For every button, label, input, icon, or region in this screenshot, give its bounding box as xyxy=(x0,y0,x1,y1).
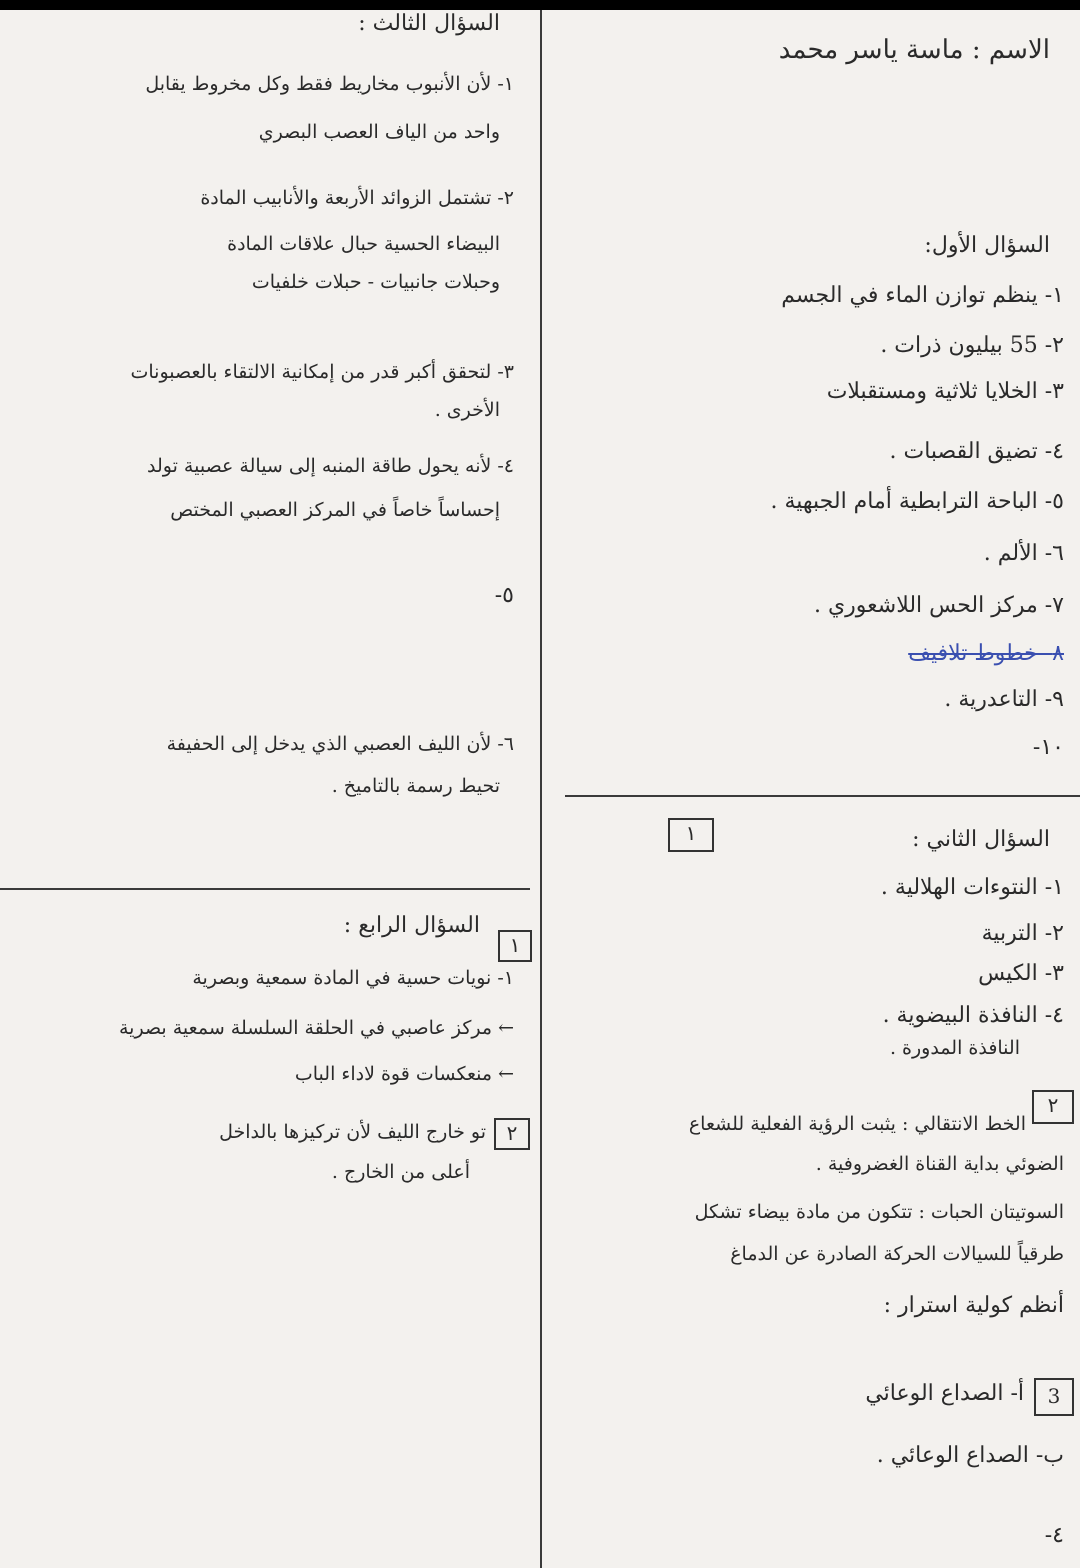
q3-item-2c: وحبلات جانبيات - حبلات خلفيات xyxy=(251,271,500,293)
q3-item-3a: ٣- لتحقق أكبر قدر من إمكانية الالتقاء بالعصبونات xyxy=(130,361,514,383)
q3-item-6b: تحيط رسمة بالتاميخ . xyxy=(331,775,500,797)
q4-item-2: ← مركز عاصبي في الحلقة السلسلة سمعية بصرية xyxy=(118,1017,514,1039)
q4-item-4b: أعلى من الخارج . xyxy=(331,1161,470,1183)
q1-item-2: ٢- 55 بيليون ذرات . xyxy=(880,333,1064,358)
q2-item-1: ١- النتوءات الهلالية . xyxy=(880,875,1064,900)
q1-item-7: ٧- مركز الحس اللاشعوري . xyxy=(813,593,1064,618)
q4-item-3: ← منعكسات قوة لاداء الباب xyxy=(294,1063,514,1085)
q1-item-5: ٥- الباحة الترابطية أمام الجبهية . xyxy=(770,489,1064,514)
q2-box-3: 3 xyxy=(1034,1378,1074,1416)
q1-item-6: ٦- الألم . xyxy=(983,541,1064,566)
q4-box-2: ٢ xyxy=(494,1118,530,1150)
q2-part3-a: أ- الصداع الوعائي xyxy=(865,1381,1024,1406)
q4-item-1: ١- نويات حسية في المادة سمعية وبصرية xyxy=(192,967,514,989)
q3-item-6a: ٦- لأن الليف العصبي الذي يدخل إلى الحفيفة xyxy=(166,733,514,755)
q2-part3-b: ب- الصداع الوعائي . xyxy=(876,1443,1064,1468)
q2-box-1: ١ xyxy=(668,818,714,852)
q3-item-4a: ٤- لأنه يحول طاقة المنبه إلى سيالة عصبية تولد xyxy=(147,455,514,477)
q4-title: السؤال الرابع : xyxy=(343,913,480,938)
column-divider xyxy=(540,10,542,1568)
q1-item-9: ٩- التاعدرية . xyxy=(944,687,1064,712)
q3-item-4b: إحساساً خاصاً في المركز العصبي المختص xyxy=(170,499,500,521)
q2-title: السؤال الثاني : xyxy=(912,827,1050,852)
q2-part2-line-1: الخط الانتقالي : يثبت الرؤية الفعلية للشعاع xyxy=(688,1113,1026,1135)
q3-item-1b: واحد من الياف العصب البصري xyxy=(258,121,500,143)
q3-title: السؤال الثالث : xyxy=(358,11,500,36)
q1-item-4: ٤- تضيق القصبات . xyxy=(889,439,1064,464)
q2-item-4: ٤- النافذة البيضوية . xyxy=(882,1003,1064,1028)
student-name: الاسم : ماسة ياسر محمد xyxy=(778,35,1050,65)
q3-q4-divider xyxy=(0,888,530,890)
q3-item-3b: الأخرى . xyxy=(434,399,500,421)
q3-item-5: ٥- xyxy=(494,583,514,608)
q2-part2-line-3: السوتيتان الحبات : تتكون من مادة بيضاء تشكل xyxy=(694,1201,1064,1223)
q1-item-1: ١- ينظم توازن الماء في الجسم xyxy=(781,283,1064,308)
top-black-bar xyxy=(0,0,1080,10)
q2-item-3: ٣- الكيس xyxy=(978,961,1064,986)
q2-part2-line-2: الضوئي بداية القناة الغضروفية . xyxy=(815,1153,1064,1175)
q4-box-1: ١ xyxy=(498,930,532,962)
q1-item-3: ٣- الخلايا ثلاثية ومستقبلات xyxy=(826,379,1064,404)
q2-part2-line-4: طرقياً للسيالات الحركة الصادرة عن الدماغ xyxy=(730,1243,1064,1265)
q3-item-2a: ٢- تشتمل الزوائد الأربعة والأنابيب المادة xyxy=(200,187,514,209)
q2-box-2: ٢ xyxy=(1032,1090,1074,1124)
q2-part4: ٤- xyxy=(1044,1523,1064,1548)
q1-q2-divider xyxy=(565,795,1080,797)
q3-item-1a: ١- لأن الأنبوب مخاريط فقط وكل مخروط يقابل xyxy=(145,73,514,95)
q1-item-8-struck: ٨- خطوط تلافيف xyxy=(908,641,1064,666)
q2-item-4b: النافذة المدورة . xyxy=(889,1037,1020,1059)
q3-item-2b: البيضاء الحسية حبال علاقات المادة xyxy=(227,233,500,255)
q1-item-10: ١٠- xyxy=(1032,735,1064,760)
q1-title: السؤال الأول: xyxy=(924,233,1050,258)
q2-item-2: ٢- التربية xyxy=(981,921,1064,946)
q4-item-4a: تو خارج الليف لأن تركيزها بالداخل xyxy=(219,1121,486,1143)
q2-part2-line-5: أنظم كولية استرار : xyxy=(883,1293,1064,1318)
